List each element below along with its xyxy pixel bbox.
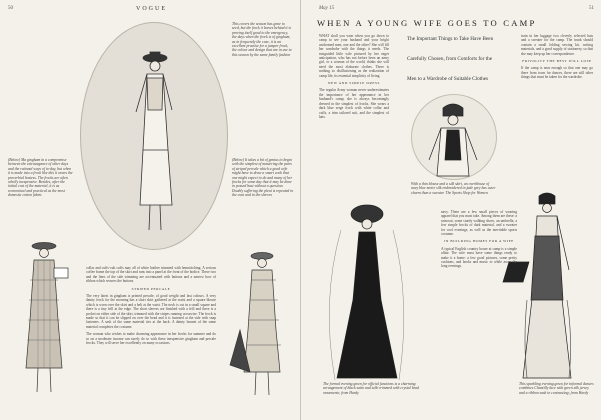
subtitle-line-3: Men to a Wardrobe of Suitable Clothes (407, 76, 489, 82)
oval-caption: This covers the season has gone to seed, but the frock it leaves behind it is proving itself good to the emergency, the days when the frock is of gingham, as in frequently the case, it is an excellent practise for a jumper frock, the colour and design that are in use in this season by the same family fashion (232, 22, 292, 57)
body-2: navy. There are a few small pieces of wearing apparel that you must take. Among them are these: a raincoat, some sturdy walking shoes, an umbrella, a few simple frocks of dark material, and a sweater for cool evenings, as well as the inevitable sports costume. (441, 210, 517, 237)
body-1: The regular Army woman never underestimates the importance of her appearance in her husband's camp; she is always becomingly dressed in the simplest of frocks. She wears a dark blue serge frock with white collar and cuffs, a trim tailored suit, and the simplest of hats. (319, 88, 389, 119)
plaid-caption: (Below) Ma gingham in a compromise between the extravagance of other days and the rational ways of to-day, but when it is made into a frock like this it wears the proverbial hostess. The frocks are often wholly inexpensive. Besides, after the initial cost of the material, it is as economical and practical as the most domestic cotton fabric (8, 158, 73, 198)
page-number: 51 (589, 6, 594, 11)
subtitle-line-1: The Important Things to Take Have Been (407, 36, 494, 42)
issue-date: May 15 (319, 6, 335, 11)
circle-caption: With a thin blouse and a silk skirt, an overblouse of navy blue moire silk embroidered in jade grey has cuter charm than a sweater. The Sports Shop for Women (411, 182, 496, 195)
building-homes-subhead: IN BUILDING HOMES FOR A WIFE (444, 239, 514, 244)
frivolity-subhead: FRIVOLITY THE BEST WILL LOSE (522, 59, 592, 64)
subtitle-line-2: Carefully Chosen, from Comforts for the (407, 56, 493, 62)
body-3: A typical English country house at camp is a simple affair. The wife must have some things ready to make it a home: a few good pictures, some pretty cushions, and books and music to while away the long evenings. (441, 246, 517, 269)
intro-text: WHAT shall you wear when you go down to camp to see your husband and your bright uniformed men, one and the other? She will fill her wardrobe with the things it needs. The misguided little wife pictured by her eager anticipation, who has not before been an army girl, or a woman of the world, thinks she will need the most elaborate clothes. There is nothing so disillusioning as the realization of camp life, its essential simplicity of living. (319, 34, 389, 78)
running-head: VOGUE (136, 6, 167, 12)
body-5: If the camp is near enough so that one may go there from town for dances, there are still other things that must be taken for the wardrobe. (521, 66, 593, 80)
new-simple-dress-subhead: NEW AND SIMPLE DRESS (328, 81, 380, 86)
lace-gown-caption: This sparkling evening gown for informal dances combines Chantilly lace with green silk jersey and a ribbon sash in contrasting; from Hardy (519, 382, 594, 395)
body-text-3: The woman who wishes to make charming appearance in her frocks for summer and do so on a moderate income can surely do so with these inexpensive gingham and percale frocks. They will serve her excellently on many occasions. (86, 332, 216, 346)
article-title: WHEN A YOUNG WIFE GOES TO CAMP (317, 18, 537, 28)
stripe-caption: (Below) It takes a bit of genius to begin with the simplest of mastering the pairs of striped percale which a good wife might have to draw a smart cook that one might expect to do and many of her frocks for some day that it may be done in possed bast without a question. Doubly suffering the pleat is repeated in the coat and in the sleeves (232, 158, 294, 198)
body-text-1: collar and cuffs-cult cuffs may all of white leather trimmed with hemstitching. A serious coffee frame the top of the skirt and runs into a panel at the front of the bodice. These two and the lines of the side trimming are accentuated with buttons and a narrow bow of ribbon which secures the buttons. (86, 266, 216, 284)
right-page (301, 0, 601, 420)
body-text-2: The very latest in gingham is printed percale, of good weight and fast colours. A very dainty frock for the morning has a short skirt gathered at the waist and a square blouse which is worn over the skirt and a belt at the waist. The neck is cut in a small square and there is a tiny frill at the edge. The short sleeves are finished with a frill and there is a pocket on either side of the skirt, trimmed with the stripes running crosswise. The frock is made so that it can be slipped on over the head and it is fastened at the side with snap fasteners. A sash of the same material ties at the back. A dainty bonnet of the same material completes the costume. (86, 294, 216, 329)
striped-percale-subhead: STRIPED PERCALE (131, 286, 171, 291)
middle-column-bottom (441, 210, 517, 272)
black-gown-caption: The formal evening gown for official functions is a charming arrangement of black satin and tulle trimmed with crystal bead ornaments; from Hardy (323, 382, 420, 395)
page-number: 50 (8, 6, 13, 11)
body-4: train in her luggage two cleverly selected hats and a sweater for the camp. The trunk should contain a small folding sewing kit, writing materials, and a good supply of stationery, so that she may keep up her correspondence. (521, 34, 593, 56)
left-body-column (86, 266, 216, 349)
